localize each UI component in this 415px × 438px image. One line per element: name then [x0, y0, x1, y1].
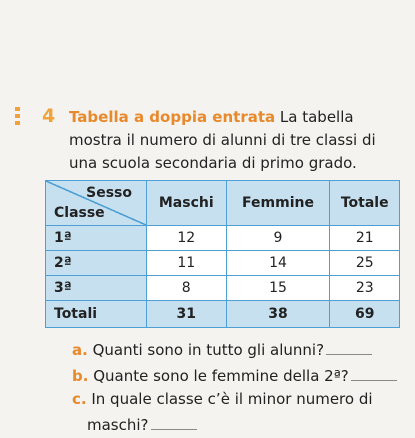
total-cell: 31 — [147, 301, 227, 328]
exercise-intro-line2: mostra il numero di alunni di tre classi di — [69, 131, 376, 149]
table-cell: 12 — [147, 226, 227, 251]
question-a-text: Quanti sono in tutto gli alunni? — [87, 341, 325, 359]
table-row — [46, 276, 400, 301]
question-a-letter: a. — [72, 341, 88, 359]
answer-blank-b[interactable] — [351, 368, 397, 381]
question-c-continued — [87, 415, 197, 435]
table-cell: 23 — [330, 276, 400, 301]
row-label-3: 3ª — [46, 276, 147, 301]
double-entry-table — [45, 180, 400, 328]
question-c-letter: c. — [72, 390, 87, 408]
column-header-maschi: Maschi — [147, 181, 227, 226]
column-header-femmine: Femmine — [226, 181, 330, 226]
table-row — [46, 226, 400, 251]
question-c-text: In quale classe c’è il minor numero di — [86, 390, 373, 408]
corner-label-sesso: Sesso — [86, 185, 132, 201]
table-cell: 8 — [147, 276, 227, 301]
answer-blank-c[interactable] — [151, 417, 197, 430]
row-label-totali: Totali — [46, 301, 147, 328]
table-cell: 15 — [226, 276, 330, 301]
row-label-2: 2ª — [46, 251, 147, 276]
table-row — [46, 251, 400, 276]
answer-blank-a[interactable] — [326, 342, 372, 355]
exercise-intro-part1: La tabella — [275, 108, 354, 126]
question-c — [72, 389, 373, 409]
table-cell: 14 — [226, 251, 330, 276]
table-header-row — [46, 181, 400, 226]
total-cell: 38 — [226, 301, 330, 328]
column-header-totale: Totale — [330, 181, 400, 226]
question-b — [72, 366, 397, 386]
exercise-title-line — [69, 107, 354, 127]
question-b-text: Quante sono le femmine della 2ª? — [88, 367, 349, 385]
question-a — [72, 340, 372, 360]
exercise-number: 4 — [42, 105, 56, 127]
row-label-1: 1ª — [46, 226, 147, 251]
totals-row — [46, 301, 400, 328]
question-b-letter: b. — [72, 367, 89, 385]
table-cell: 11 — [147, 251, 227, 276]
table-cell: 25 — [330, 251, 400, 276]
exercise-marker-icon — [15, 107, 20, 125]
corner-label-classe: Classe — [54, 205, 105, 221]
total-cell: 69 — [330, 301, 400, 328]
table-cell: 9 — [226, 226, 330, 251]
question-c-text2: maschi? — [87, 416, 149, 434]
exercise-intro-line3: una scuola secondaria di primo grado. — [69, 154, 357, 172]
table-cell: 21 — [330, 226, 400, 251]
table-corner-cell — [46, 181, 147, 226]
exercise-title: Tabella a doppia entrata — [69, 108, 276, 126]
